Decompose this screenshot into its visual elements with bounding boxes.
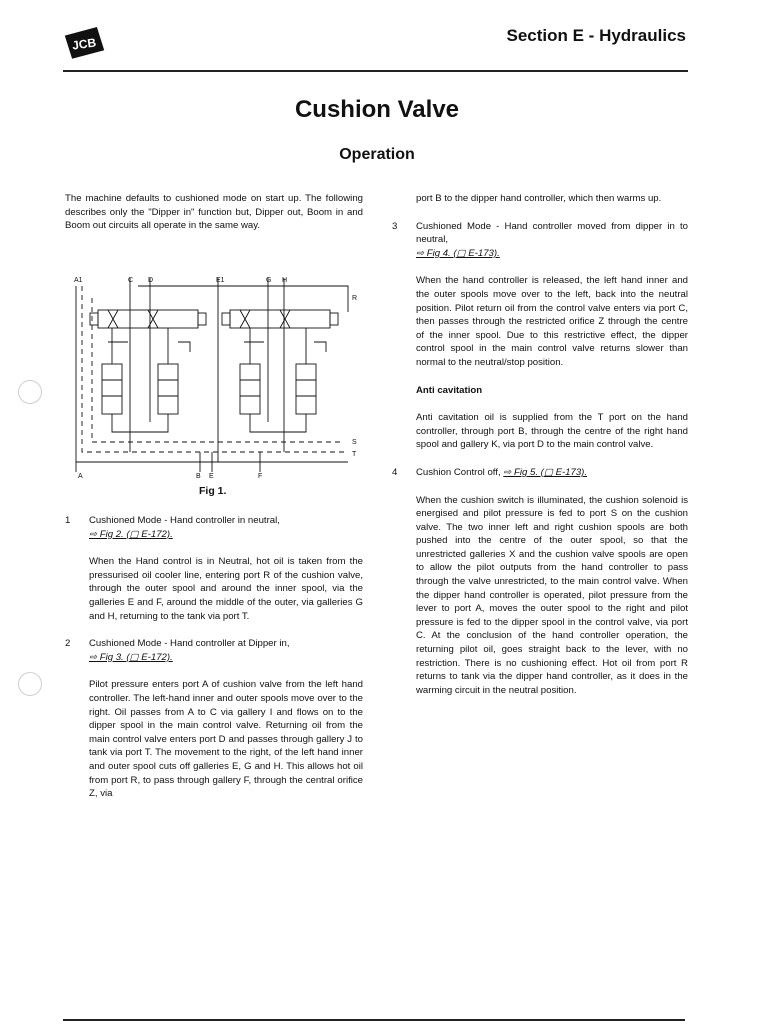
item-paragraph: When the hand controller is released, the left hand inner and the outer spools move over to the left, back into the neutral position. Pilot return oil from the control valve enters via port C, then passes through the restricted orifice Z through the centre of the inner spool. Due to this restrictive effect, the dipper control spool in the main control valve returns slower than normal to the neutral/stop position.	[416, 275, 688, 368]
jcb-logo	[63, 27, 105, 59]
list-item-2	[65, 637, 363, 801]
item-heading	[416, 466, 688, 480]
diagram-label-t: T	[352, 451, 357, 458]
diagram-label-a: A	[78, 473, 83, 480]
item-heading-text: Cushion Control off,	[416, 466, 501, 478]
item-paragraph: When the cushion switch is illuminated, the cushion solenoid is energised and pilot pressure is fed to port S on the cushion valve. The two inner left and right cushion spools are both pushed into the centre of the outer spool, so that the unrestricted galleries X and the cushion valve spools are open to allow the pilot outputs from the hand controller to pass through the valve unrestricted, to the main control valve. When the dipper hand controller is operated, pilot pressure from the lever to port A, moves the outer spool to the right and pilot pressure is fed to the dipper spool in the control valve, via port C. At the conclusion of the hand controller operation, the returning pilot oil, goes straight back to the lever, with no restriction. There is no cushioning effect. Hot oil from port R returns to tank via the dipper hand controller, as it does in the warming circuit in the neutral position.	[416, 494, 688, 696]
intro-paragraph: The machine defaults to cushioned mode on start up. The following describes only the "Dipper in" function but, Dipper out, Boom in and Boom out circuits all operate in the same way.	[65, 193, 363, 232]
list-item-1	[65, 514, 363, 623]
figure-link[interactable]: ⇨ Fig 4. (▢ E-173).	[416, 247, 500, 259]
left-items	[65, 514, 363, 801]
anti-cavitation-paragraph: Anti cavitation oil is supplied from the T port on the hand controller, through port B, through the centre of the right hand spool and gallery K, via port D to the main control valve.	[416, 412, 688, 451]
diagram-label-s: S	[352, 439, 357, 446]
figure-link[interactable]: ⇨ Fig 3. (▢ E-172).	[89, 651, 173, 663]
page-title: Cushion Valve	[294, 96, 460, 123]
item-number: 4	[392, 466, 398, 478]
item-number: 2	[65, 638, 71, 650]
list-item-4	[392, 466, 688, 698]
item-paragraph: When the Hand control is in Neutral, hot oil is taken from the pressurised oil cooler line, entering port R of the cushion valve, through the outer spool and around the inner spool, via the galleries E and F, around the middle of the outer, via galleries G and H, returning to the tank via port T.	[89, 556, 363, 622]
item-number: 1	[65, 515, 71, 526]
continuation-paragraph: port B to the dipper hand controller, which then warms up.	[416, 193, 662, 204]
footer-rule	[63, 1019, 685, 1021]
subtitle: Operation	[339, 146, 415, 163]
section-title: Section E - Hydraulics	[506, 26, 686, 45]
diagram-label-g: G	[266, 277, 272, 284]
diagram-label-a1: A1	[74, 277, 83, 284]
diagram-label-e: E	[209, 473, 214, 480]
list-item-3	[392, 220, 688, 452]
diagram-label-f: F	[258, 473, 263, 480]
logo-text: JCB	[71, 35, 98, 53]
item-paragraph: Pilot pressure enters port A of cushion valve from the left hand controller. The left-hand inner and outer spools move over to the right. Oil passes from A to C via gallery I and flows on to the dipper spool in the main control valve. Returning oil from the main control valve enters port D and passes through gallery J to tank via port T. The movement to the right, of the left hand inner and outer spool cuts off galleries E, G and H. This allows hot oil from port R, to pass through gallery F, through the central orifice Z, via	[89, 679, 363, 800]
diagram-label-d: D	[148, 277, 154, 284]
punch-hole-bottom	[18, 672, 42, 696]
hydraulic-circuit-diagram	[68, 272, 363, 482]
item-heading: Cushioned Mode - Hand controller in neutral,	[89, 515, 280, 526]
intro-block	[65, 192, 363, 233]
diagram-label-b: B	[196, 473, 201, 480]
diagram-label-c: C	[128, 277, 134, 284]
item-heading: Cushioned Mode - Hand controller at Dipper in,	[89, 638, 290, 650]
punch-hole-top	[18, 380, 42, 404]
item-heading: Cushioned Mode - Hand controller moved from dipper in to neutral,	[416, 220, 688, 246]
header-rule	[63, 70, 688, 72]
item-number: 3	[392, 220, 398, 232]
diagram-label-h: H	[282, 277, 288, 284]
diagram-label-r: R	[352, 295, 358, 302]
diagram-label-e1: E1	[216, 277, 225, 284]
figure-caption: Fig 1.	[199, 485, 227, 497]
anti-cavitation-heading: Anti cavitation	[416, 384, 483, 396]
right-column	[392, 192, 688, 697]
figure-link[interactable]: ⇨ Fig 5. (▢ E-173).	[503, 466, 588, 478]
figure-link[interactable]: ⇨ Fig 2. (▢ E-172).	[89, 528, 173, 540]
